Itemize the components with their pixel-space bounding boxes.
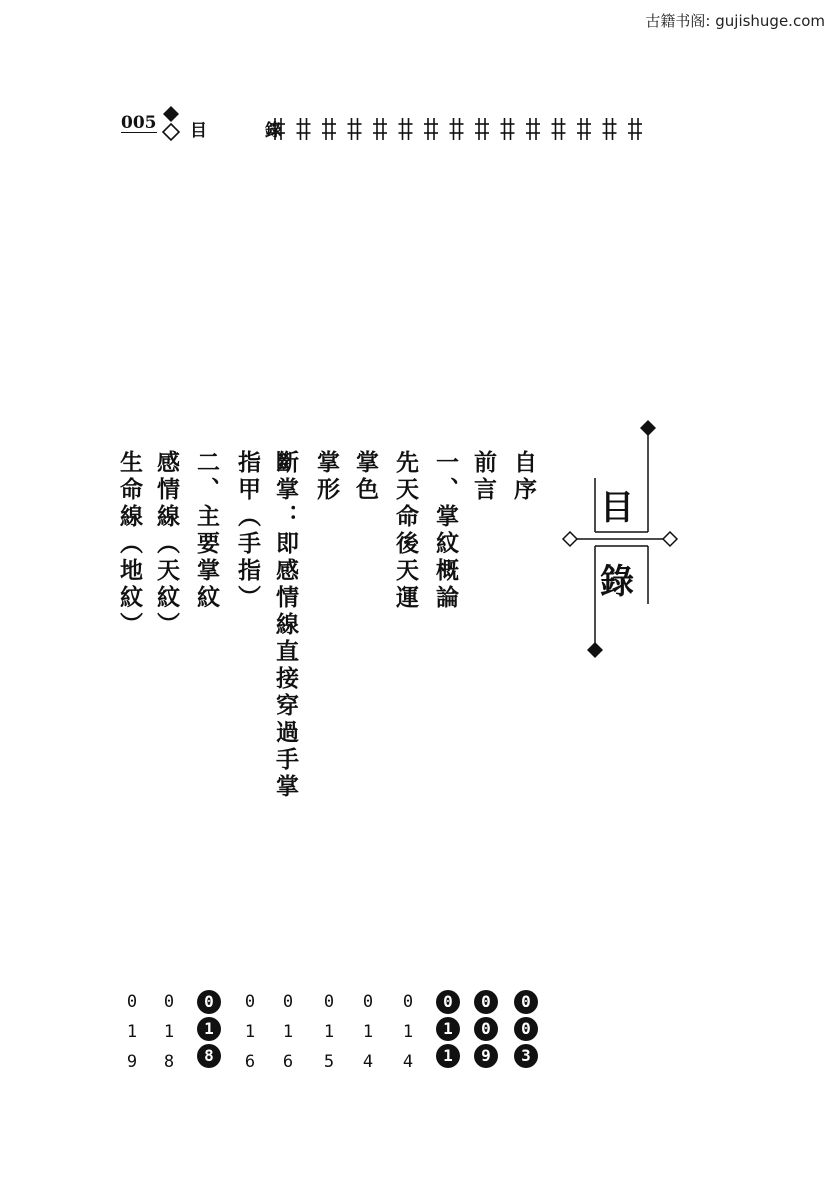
toc-entry-title: 一、掌紋概論 [432, 450, 458, 612]
page-digit: 0 [362, 992, 374, 1012]
page-digit: 9 [126, 1052, 138, 1072]
toc-entry-title: 感情線（天紋） [153, 450, 179, 639]
toc-entry-page [314, 987, 344, 1077]
page-digit: 1 [436, 1044, 460, 1068]
toc-entry-page [471, 987, 501, 1071]
toc-entry-title: 生命線（地紋） [116, 450, 142, 639]
page-digit: 1 [323, 1022, 335, 1042]
toc-entry-page [154, 987, 184, 1077]
header-title: 目 錄 [190, 121, 308, 141]
header-diamonds-icon [160, 104, 182, 144]
page-digit: 0 [474, 990, 498, 1014]
page-number: 005 [121, 113, 157, 133]
page-digit: 9 [474, 1044, 498, 1068]
page-digit: 0 [514, 1017, 538, 1041]
page-digit: 0 [282, 992, 294, 1012]
page-digit: 1 [197, 1017, 221, 1041]
page-digit: 4 [402, 1052, 414, 1072]
emblem-frame-icon [550, 418, 690, 660]
toc-entry-title: 掌色 [352, 450, 378, 504]
toc-entry-page [393, 987, 423, 1077]
toc-entry-title: 先天命後天運 [392, 450, 418, 612]
toc-entry-page [194, 987, 224, 1071]
page-digit: 1 [244, 1022, 256, 1042]
page-digit: 0 [323, 992, 335, 1012]
emblem-char-lu: 錄 [600, 562, 634, 602]
page-digit: 8 [197, 1044, 221, 1068]
toc-entry-title: 掌形 [313, 450, 339, 504]
watermark: 古籍书阁: gujishuge.com [645, 12, 825, 30]
page-digit: 6 [244, 1052, 256, 1072]
toc-entry-title: 指甲（手指） [234, 450, 260, 612]
page-digit: 0 [244, 992, 256, 1012]
page-digit: 0 [402, 992, 414, 1012]
emblem-char-mu: 目 [600, 488, 634, 528]
page-digit: 5 [323, 1052, 335, 1072]
toc-entry-title: 二、主要掌紋 [193, 450, 219, 612]
decorative-band-icon [270, 116, 660, 142]
page-digit: 0 [514, 990, 538, 1014]
page-digit: 1 [282, 1022, 294, 1042]
page-digit: 0 [163, 992, 175, 1012]
page-digit: 0 [126, 992, 138, 1012]
page-digit: 6 [282, 1052, 294, 1072]
running-header [118, 102, 663, 152]
page-digit: 1 [402, 1022, 414, 1042]
page-digit: 8 [163, 1052, 175, 1072]
page-digit: 0 [474, 1017, 498, 1041]
page-digit: 1 [436, 1017, 460, 1041]
page-digit: 0 [436, 990, 460, 1014]
toc-entry-page [117, 987, 147, 1077]
toc-entry-title: 自序 [510, 450, 536, 504]
page-digit: 1 [362, 1022, 374, 1042]
toc-entry-page [235, 987, 265, 1077]
toc-entry-page [353, 987, 383, 1077]
toc-entry-page [273, 987, 303, 1077]
page-digit: 4 [362, 1052, 374, 1072]
toc-entry-page [511, 987, 541, 1071]
page-digit: 0 [197, 990, 221, 1014]
toc-entry-title: 前言 [470, 450, 496, 504]
page-digit: 3 [514, 1044, 538, 1068]
toc-entry-title: 斷掌：即感情線直接穿過手掌 [272, 450, 298, 801]
toc-entry-page [433, 987, 463, 1071]
toc-emblem [550, 418, 690, 660]
page-digit: 1 [163, 1022, 175, 1042]
page-digit: 1 [126, 1022, 138, 1042]
